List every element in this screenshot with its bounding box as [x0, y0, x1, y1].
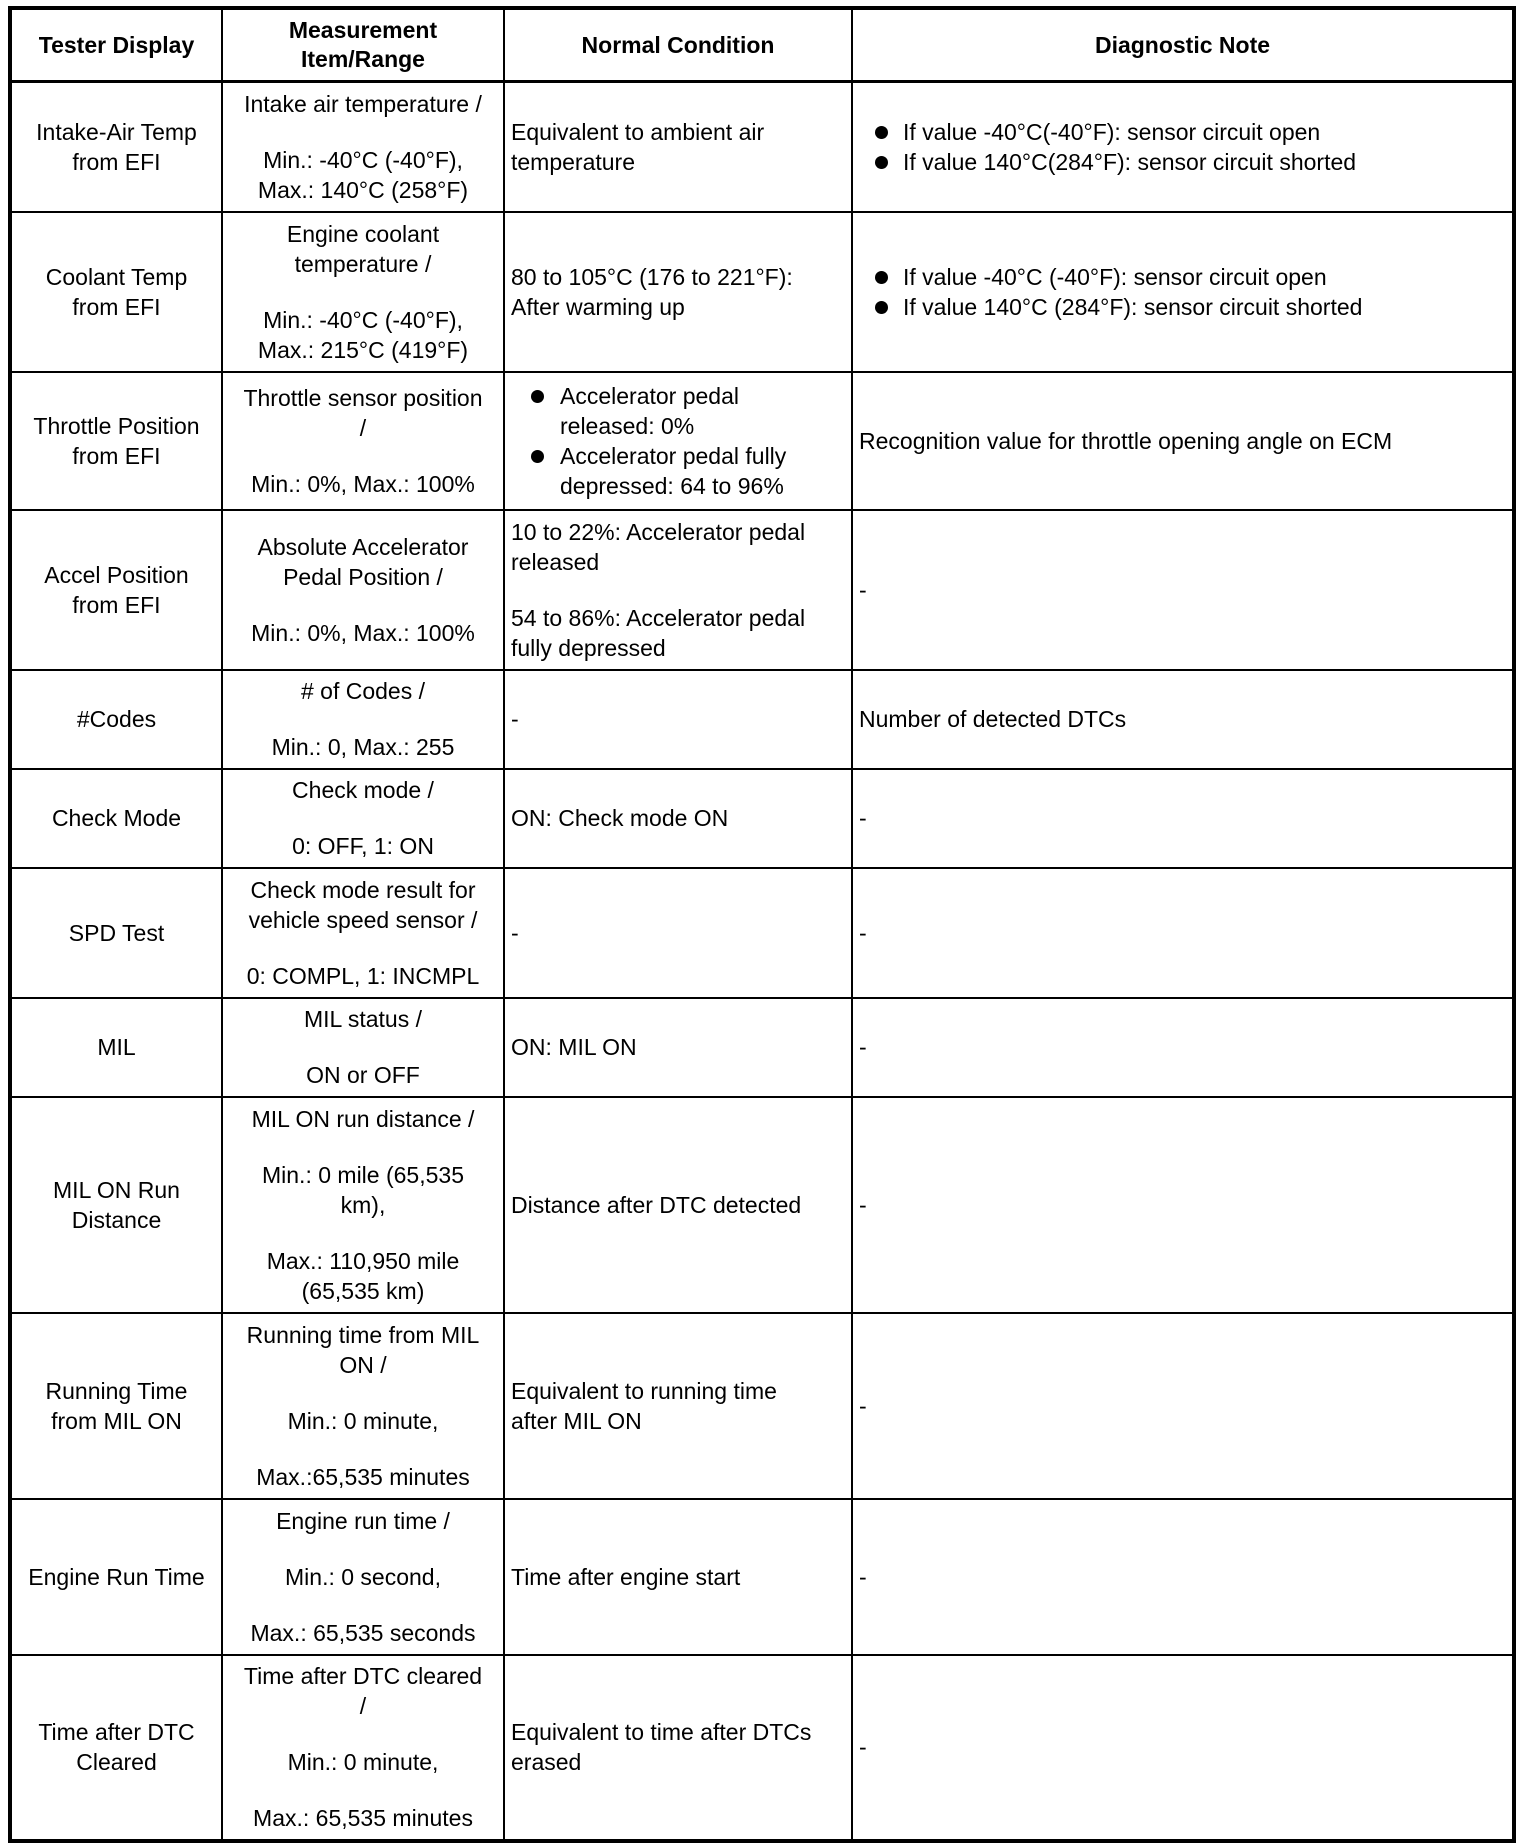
blank-line: [229, 1134, 497, 1160]
cell-measurement-item: [222, 1313, 504, 1499]
cell-normal-condition: [504, 1313, 852, 1499]
cell-diagnostic-note: [852, 1655, 1514, 1841]
cell-tester-display: [10, 670, 222, 769]
normal-condition-text: After warming up: [511, 293, 685, 320]
measurement-text: Min.: 0%, Max.: 100%: [251, 470, 475, 497]
measurement-text: MIL status /: [303, 1006, 423, 1032]
cell-diagnostic-note: [852, 998, 1514, 1097]
cell-tester-display: [10, 82, 222, 212]
cell-normal-condition: [504, 372, 852, 510]
table-body: [10, 82, 1514, 1841]
tester-display-text: Cleared: [76, 1749, 157, 1775]
diagnostic-note-text: -: [859, 1392, 867, 1419]
cell-measurement-item: [222, 372, 504, 510]
blank-line: [229, 592, 497, 618]
tester-display-text: SPD Test: [68, 919, 165, 946]
measurement-text: Min.: 0 minute,: [287, 1407, 439, 1434]
bullet-dot-icon: [875, 126, 888, 139]
tester-display-text: Engine Run Time: [28, 1563, 205, 1590]
bullet-dot-icon: [875, 301, 888, 314]
measurement-text: km),: [340, 1191, 386, 1218]
cell-diagnostic-note: [852, 510, 1514, 670]
bullet-item: [859, 117, 1506, 147]
normal-condition-text: released: [511, 548, 600, 575]
cell-measurement-item: [222, 1499, 504, 1655]
blank-line: [229, 1034, 497, 1060]
cell-diagnostic-note: [852, 82, 1514, 212]
data-list-table: [8, 6, 1516, 1843]
tester-display-text: Distance: [71, 1206, 162, 1233]
cell-normal-condition: [504, 998, 852, 1097]
blank-line: [229, 1777, 497, 1803]
bullet-text: Accelerator pedal: [560, 382, 739, 409]
tester-display-text: from EFI: [72, 293, 161, 320]
normal-condition-text: Equivalent to ambient air: [511, 118, 765, 145]
normal-condition-text: Equivalent to time after DTCs: [511, 1719, 812, 1745]
cell-diagnostic-note: [852, 670, 1514, 769]
measurement-text: MIL ON run distance /: [251, 1105, 475, 1132]
measurement-text: Max.:65,535 minutes: [256, 1463, 470, 1490]
diagnostic-note-text: -: [859, 1734, 867, 1760]
measurement-text: vehicle speed sensor /: [248, 906, 478, 933]
measurement-text: Intake air temperature /: [244, 90, 482, 117]
measurement-text: Min.: 0 second,: [285, 1563, 441, 1590]
table-row: [10, 998, 1514, 1097]
blank-line: [229, 935, 497, 961]
normal-condition-text: -: [511, 706, 519, 732]
measurement-text: Min.: 0, Max.: 255: [271, 734, 455, 760]
tester-display-text: Throttle Position: [33, 412, 200, 439]
table-row: [10, 1313, 1514, 1499]
bullet-item: [859, 147, 1506, 177]
header-normal-condition: Normal Condition: [504, 8, 852, 82]
cell-diagnostic-note: [852, 769, 1514, 868]
tester-display-text: Check Mode: [51, 805, 182, 831]
bullet-item: [859, 262, 1506, 292]
cell-measurement-item: [222, 510, 504, 670]
measurement-text: /: [359, 1693, 367, 1719]
cell-normal-condition: [504, 769, 852, 868]
diagnostic-note-text: -: [859, 576, 867, 603]
tester-display-text: Accel Position: [44, 561, 189, 588]
cell-measurement-item: [222, 868, 504, 998]
tester-display-text: Time after DTC: [38, 1719, 195, 1745]
measurement-text: Pedal Position /: [283, 563, 443, 590]
diagnostic-note-text: -: [859, 1191, 867, 1218]
cell-normal-condition: [504, 670, 852, 769]
measurement-text: ON /: [339, 1351, 387, 1378]
measurement-text: /: [359, 414, 367, 441]
measurement-text: Min.: -40°C (-40°F),: [263, 146, 463, 173]
normal-condition-text: Distance after DTC detected: [511, 1191, 802, 1218]
measurement-text: Engine coolant: [286, 220, 440, 247]
blank-line: [229, 1721, 497, 1747]
bullet-item: [511, 381, 845, 441]
normal-condition-text: 10 to 22%: Accelerator pedal: [511, 518, 806, 545]
bullet-text: If value 140°C(284°F): sensor circuit shorted: [903, 148, 1357, 175]
normal-condition-text: ON: MIL ON: [511, 1034, 637, 1060]
normal-condition-text: after MIL ON: [511, 1407, 642, 1434]
measurement-text: Max.: 110,950 mile: [266, 1247, 460, 1274]
bullet-dot-icon: [531, 390, 544, 403]
cell-measurement-item: [222, 82, 504, 212]
measurement-text: Max.: 215°C (419°F): [257, 336, 469, 363]
cell-measurement-item: [222, 769, 504, 868]
tester-display-text: Running Time: [45, 1377, 188, 1404]
tester-display-text: from MIL ON: [51, 1407, 182, 1434]
cell-diagnostic-note: [852, 372, 1514, 510]
measurement-text: Min.: 0 minute,: [287, 1749, 439, 1775]
table-row: [10, 510, 1514, 670]
normal-condition-text: fully depressed: [511, 634, 666, 661]
cell-diagnostic-note: [852, 1097, 1514, 1313]
blank-line: [229, 1592, 497, 1618]
header-measurement-item: [222, 8, 504, 82]
normal-condition-text: -: [511, 919, 519, 946]
cell-tester-display: [10, 769, 222, 868]
measurement-text: (65,535 km): [301, 1277, 425, 1304]
measurement-text: Absolute Accelerator: [257, 533, 469, 560]
cell-tester-display: [10, 212, 222, 372]
blank-line: [229, 805, 497, 831]
cell-tester-display: [10, 1097, 222, 1313]
blank-line: [229, 1220, 497, 1246]
cell-tester-display: [10, 372, 222, 510]
normal-condition-text: 80 to 105°C (176 to 221°F):: [511, 263, 793, 290]
diagnostic-note-text: -: [859, 1563, 867, 1590]
cell-tester-display: [10, 1313, 222, 1499]
measurement-text: temperature /: [294, 250, 432, 277]
diagnostic-note-text: Number of detected DTCs: [859, 706, 1127, 732]
cell-normal-condition: [504, 868, 852, 998]
cell-tester-display: [10, 868, 222, 998]
cell-normal-condition: [504, 1097, 852, 1313]
bullet-dot-icon: [531, 450, 544, 463]
measurement-text: Check mode result for: [250, 876, 476, 903]
cell-measurement-item: [222, 1097, 504, 1313]
blank-line: [229, 279, 497, 305]
diagnostic-note-text: Recognition value for throttle opening angle on ECM: [859, 427, 1393, 454]
bullet-list: [859, 117, 1506, 177]
tester-display-text: Intake-Air Temp: [36, 118, 197, 145]
bullet-dot-icon: [875, 156, 888, 169]
blank-line: [229, 706, 497, 732]
blank-line: [229, 119, 497, 145]
measurement-text: Max.: 65,535 seconds: [250, 1619, 476, 1646]
measurement-text: # of Codes /: [300, 678, 426, 704]
blank-line: [229, 1436, 497, 1462]
diagnostic-note-text: -: [859, 805, 867, 831]
bullet-text: Accelerator pedal fully: [560, 442, 787, 469]
tester-display-text: #Codes: [76, 706, 157, 732]
cell-normal-condition: [504, 1499, 852, 1655]
measurement-text: Engine run time /: [276, 1507, 450, 1534]
spec-table-container: [8, 6, 1512, 1843]
cell-measurement-item: [222, 998, 504, 1097]
cell-measurement-item: [222, 670, 504, 769]
table-row: [10, 670, 1514, 769]
bullet-item: [511, 441, 845, 501]
measurement-text: Check mode /: [292, 777, 434, 803]
bullet-list: [859, 262, 1506, 322]
measurement-text: Max.: 140°C (258°F): [257, 176, 469, 203]
tester-display-text: MIL ON Run: [53, 1176, 180, 1203]
table-row: [10, 212, 1514, 372]
measurement-text: Time after DTC cleared: [243, 1663, 483, 1689]
tester-display-text: from EFI: [72, 442, 161, 469]
measurement-text: Min.: -40°C (-40°F),: [263, 306, 463, 333]
diagnostic-note-text: -: [859, 919, 867, 946]
cell-measurement-item: [222, 212, 504, 372]
bullet-text: released: 0%: [560, 412, 695, 439]
measurement-text: Running time from MIL: [246, 1321, 480, 1348]
header-measurement-line: Item/Range: [301, 46, 425, 72]
bullet-text: If value -40°C (-40°F): sensor circuit open: [903, 263, 1327, 290]
cell-tester-display: [10, 1655, 222, 1841]
cell-tester-display: [10, 1499, 222, 1655]
cell-normal-condition: [504, 82, 852, 212]
tester-display-text: from EFI: [72, 591, 161, 618]
measurement-text: Min.: 0%, Max.: 100%: [251, 619, 475, 646]
blank-line: [229, 443, 497, 469]
cell-normal-condition: [504, 510, 852, 670]
cell-tester-display: [10, 510, 222, 670]
cell-diagnostic-note: [852, 212, 1514, 372]
header-diagnostic-note: Diagnostic Note: [852, 8, 1514, 82]
cell-measurement-item: [222, 1655, 504, 1841]
normal-condition-text: erased: [511, 1749, 582, 1775]
cell-normal-condition: [504, 1655, 852, 1841]
cell-diagnostic-note: [852, 1313, 1514, 1499]
table-row: [10, 1097, 1514, 1313]
diagnostic-note-text: -: [859, 1034, 867, 1060]
normal-condition-text: temperature: [511, 148, 636, 175]
cell-normal-condition: [504, 212, 852, 372]
table-row: [10, 769, 1514, 868]
normal-condition-text: 54 to 86%: Accelerator pedal: [511, 604, 806, 631]
measurement-text: Min.: 0 mile (65,535: [262, 1161, 464, 1188]
normal-condition-text: Equivalent to running time: [511, 1377, 777, 1404]
bullet-text: If value -40°C(-40°F): sensor circuit open: [903, 118, 1321, 145]
table-row: [10, 372, 1514, 510]
bullet-item: [859, 292, 1506, 322]
measurement-text: 0: OFF, 1: ON: [292, 833, 434, 859]
table-row: [10, 1655, 1514, 1841]
cell-diagnostic-note: [852, 1499, 1514, 1655]
table-header-row: [10, 8, 1514, 82]
tester-display-text: MIL: [97, 1034, 136, 1060]
normal-condition-text: Time after engine start: [511, 1563, 741, 1590]
cell-diagnostic-note: [852, 868, 1514, 998]
measurement-text: Throttle sensor position: [243, 384, 483, 411]
blank-line: [229, 1536, 497, 1562]
tester-display-text: from EFI: [72, 148, 161, 175]
header-tester-display: Tester Display: [10, 8, 222, 82]
bullet-dot-icon: [875, 271, 888, 284]
table-row: [10, 868, 1514, 998]
measurement-text: Max.: 65,535 minutes: [253, 1805, 473, 1831]
measurement-text: ON or OFF: [306, 1062, 420, 1088]
bullet-list: [511, 381, 845, 501]
bullet-text: If value 140°C (284°F): sensor circuit shorted: [903, 293, 1363, 320]
cell-tester-display: [10, 998, 222, 1097]
measurement-text: 0: COMPL, 1: INCMPL: [246, 962, 480, 989]
table-row: [10, 1499, 1514, 1655]
blank-line: [229, 1380, 497, 1406]
table-row: [10, 82, 1514, 212]
header-measurement-line: Measurement: [288, 17, 438, 43]
blank-line: [511, 577, 845, 603]
tester-display-text: Coolant Temp: [45, 263, 188, 290]
bullet-text: depressed: 64 to 96%: [560, 472, 784, 499]
normal-condition-text: ON: Check mode ON: [511, 805, 729, 831]
